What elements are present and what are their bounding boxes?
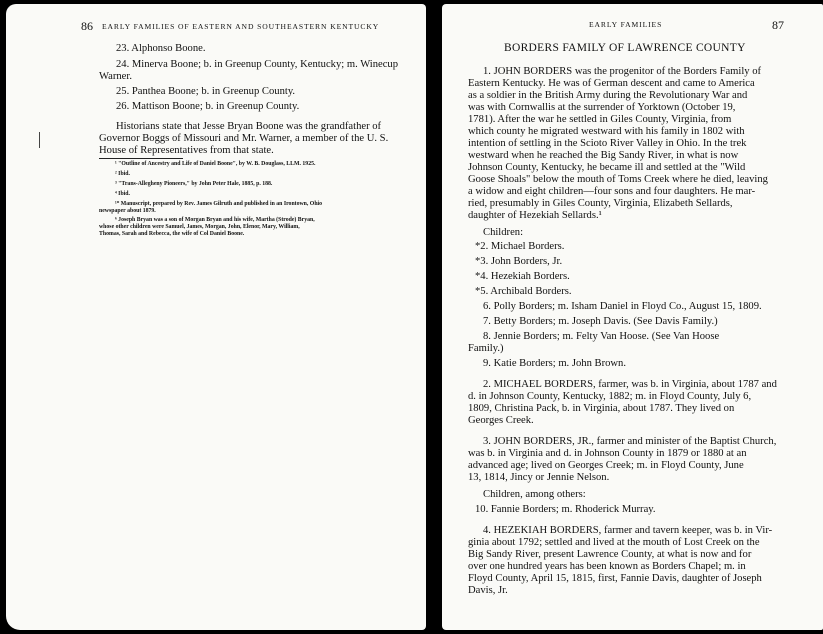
text-line: Johnson County, Kentucky, he became ill and settled at the "Wild — [468, 162, 746, 173]
list-item: 8. Jennie Borders; m. Felty Van Hoose. (See Van Hoose — [483, 331, 720, 342]
text-line: Davis, Jr. — [468, 585, 508, 596]
margin-mark — [39, 132, 40, 148]
text-line: Georges Creek. — [468, 415, 534, 426]
footnote: Thomas, Sarah and Rebecca, the wife of Col Daniel Boone. — [99, 231, 245, 237]
footnote: newspaper about 1879. — [99, 208, 156, 214]
text-line: Children, among others: — [483, 489, 586, 500]
list-item: 9. Katie Borders; m. John Brown. — [483, 358, 627, 369]
page-number: 87 — [772, 18, 784, 32]
text-line: over one hundred years has been known as Borders Chapel; m. in — [468, 561, 746, 572]
right-page — [442, 4, 823, 630]
list-item: Family.) — [468, 343, 504, 354]
page-number: 86 — [81, 19, 93, 33]
text-line: advanced age; lived on Georges Creek; m. in Floyd County, June — [468, 460, 744, 471]
footnote: ² Ibid. — [115, 171, 130, 177]
list-item: *3. John Borders, Jr. — [475, 256, 563, 267]
text-line: d. in Johnson County, Kentucky, 1882; m. in Floyd County, July 6, — [468, 391, 752, 402]
text-line: 4. HEZEKIAH BORDERS, farmer and tavern keeper, was b. in Vir- — [483, 525, 773, 536]
text-line: 25. Panthea Boone; b. in Greenup County. — [116, 86, 296, 97]
text-line: 26. Mattison Boone; b. in Greenup County. — [116, 101, 300, 112]
footnote: whose other children were Samuel, James, Morgan, John, Elenor, Mary, William, — [99, 224, 300, 230]
text-line: Warner. — [99, 71, 132, 82]
text-line: Children: — [483, 227, 524, 238]
text-line: 24. Minerva Boone; b. in Greenup County, Kentucky; m. Winecup — [116, 59, 399, 70]
running-header: EARLY FAMILIES — [589, 20, 663, 29]
list-item: 7. Betty Borders; m. Joseph Davis. (See Davis Family.) — [483, 316, 718, 327]
text-line: 23. Alphonso Boone. — [116, 43, 206, 54]
text-line: daughter of Hezekiah Sellards.¹ — [468, 210, 602, 221]
footnote: ⁴ Ibid. — [115, 191, 130, 197]
book-gutter — [426, 0, 442, 634]
text-line: ginia about 1792; settled and lived at the mouth of Lost Creek on the — [468, 537, 760, 548]
list-item: *5. Archibald Borders. — [475, 286, 572, 297]
text-line: 1809, Christina Pack, b. in Virginia, about 1787. They lived on — [468, 403, 735, 414]
text-line: was b. in Virginia and d. in Johnson County in 1879 or 1880 at an — [468, 448, 747, 459]
list-item: 6. Polly Borders; m. Isham Daniel in Floyd Co., August 15, 1809. — [483, 301, 762, 312]
left-page — [6, 4, 426, 630]
text-line: 1. JOHN BORDERS was the progenitor of the Borders Family of — [483, 66, 762, 77]
text-line: westward when he reached the Big Sandy River, in what is now — [468, 150, 739, 161]
text-line: Goose Shoals" below the mouth of Toms Creek where he died, leaving — [468, 174, 768, 185]
text-line: as a soldier in the British Army during the Revolutionary War and — [468, 90, 748, 101]
footnote: ⁶ Joseph Bryan was a son of Morgan Bryan and his wife, Martha (Strode) Bryan, — [115, 217, 315, 223]
footnote: ¹ "Outline of Ancestry and Life of Daniel Boone", by W. B. Douglass, LLM. 1925. — [115, 161, 316, 167]
footnote-rule — [99, 158, 183, 159]
text-line: was with Cornwallis at the surrender of Yorktown (October 19, — [468, 102, 736, 113]
list-item: *2. Michael Borders. — [475, 241, 565, 252]
text-line: 1781). After the war he settled in Giles County, Virginia, from — [468, 114, 732, 125]
text-line: House of Representatives from that state. — [99, 145, 274, 156]
text-line: Floyd County, April 15, 1815, first, Fannie Davis, daughter of Joseph — [468, 573, 762, 584]
text-line: Big Sandy River, present Lawrence County, at what is now and for — [468, 549, 752, 560]
list-item: 10. Fannie Borders; m. Rhoderick Murray. — [475, 504, 656, 515]
text-line: which county he migrated westward with his family in 1802 with — [468, 126, 745, 137]
text-line: 2. MICHAEL BORDERS, farmer, was b. in Virginia, about 1787 and — [483, 379, 777, 390]
text-line: ried, presumably in Giles County, Virginia, Elizabeth Sellards, — [468, 198, 733, 209]
text-line: 3. JOHN BORDERS, JR., farmer and minister of the Baptist Church, — [483, 436, 777, 447]
text-line: intention of settling in the Scioto River Valley in Ohio. In the trek — [468, 138, 747, 149]
text-line: Governor Boggs of Missouri and Mr. Warner, a member of the U. S. — [99, 133, 389, 144]
section-title: BORDERS FAMILY OF LAWRENCE COUNTY — [504, 42, 746, 54]
text-line: a widow and eight children—four sons and four daughters. He mar- — [468, 186, 756, 197]
list-item: *4. Hezekiah Borders. — [475, 271, 570, 282]
footnote: ¹⁰ Manuscript, prepared by Rev. James Gilruth and published in an Irontown, Ohio — [115, 201, 323, 207]
text-line: 13, 1814, Jincy or Jennie Nelson. — [468, 472, 610, 483]
running-header: EARLY FAMILIES OF EASTERN AND SOUTHEASTERN KENTUCKY — [102, 22, 380, 31]
text-line: Historians state that Jesse Bryan Boone was the grandfather of — [116, 121, 382, 132]
footnote: ³ "Trans-Allegheny Pioneers," by John Peter Hale, 1885, p. 188. — [115, 181, 273, 187]
text-line: Eastern Kentucky. He was of German descent and came to America — [468, 78, 755, 89]
